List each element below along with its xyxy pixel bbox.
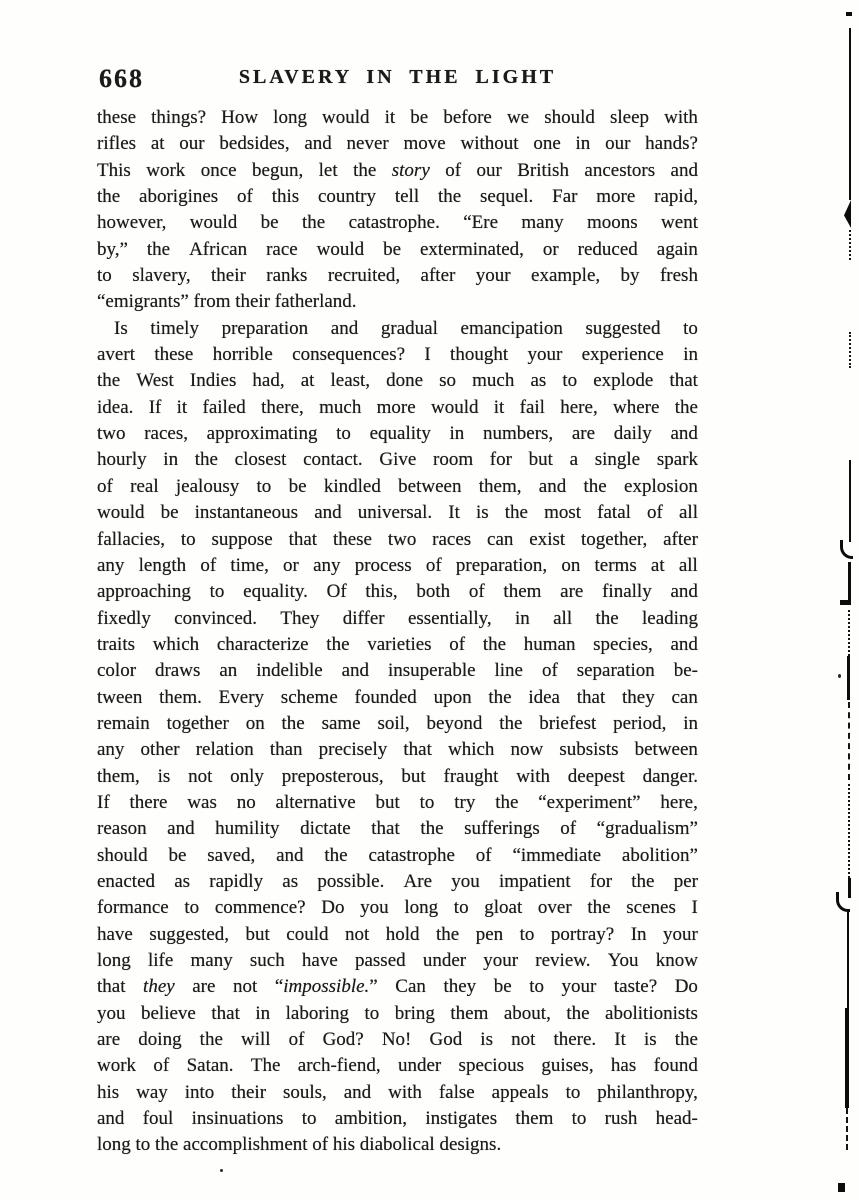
- text-line: his way into their souls, and with false appeals to philanthropy,: [97, 1081, 698, 1103]
- text-line: traits which characterize the varieties of the human species, and: [97, 633, 698, 655]
- text-line: work of Satan. The arch-fiend, under specious guises, has found: [97, 1055, 698, 1077]
- text-line: of real jealousy to be kindled between them, and the explosion: [97, 475, 698, 497]
- text-line: hourly in the closest contact. Give room for but a single spark: [97, 449, 698, 471]
- scan-artifact-line: [848, 702, 850, 780]
- scan-artifact-line: [849, 460, 851, 542]
- text-line: two races, approximating to equality in numbers, are daily and: [97, 423, 698, 445]
- scan-artifact-line: [848, 562, 851, 604]
- scan-artifact-line: [838, 1183, 845, 1192]
- scan-artifact-hook: [840, 540, 853, 559]
- scan-artifact-line: [846, 1108, 848, 1150]
- scan-artifact-line: [849, 230, 851, 260]
- scan-artifact-line: [846, 12, 852, 16]
- text-line: remain together on the same soil, beyond the briefest period, in: [97, 712, 698, 734]
- scan-artifact-hook: [836, 892, 850, 912]
- text-line: long to the accomplishment of his diabolical designs.: [97, 1134, 502, 1156]
- text-line: that they are not “impossible.” Can they be to your taste? Do: [97, 976, 698, 998]
- text-line: fixedly convinced. They differ essentially, in all the leading: [97, 607, 698, 629]
- text-line: This work once begun, let the story of our British ancestors and: [97, 159, 698, 181]
- text-line: the aborigines of this country tell the sequel. Far more rapid,: [97, 186, 698, 208]
- text-line: long life many such have passed under your review. You know: [97, 950, 698, 971]
- body-text: [97, 105, 698, 1159]
- text-line: to slavery, their ranks recruited, after your example, by fresh: [97, 265, 698, 287]
- scan-artifact-line: [847, 656, 850, 700]
- scan-artifact-line: [849, 28, 851, 200]
- text-line: approaching to equality. Of this, both of them are finally and: [97, 581, 698, 603]
- scan-artifact-speck: [220, 1169, 223, 1172]
- text-line: are doing the will of God? No! God is not there. It is the: [97, 1029, 698, 1051]
- text-line: enacted as rapidly as possible. Are you impatient for the per: [97, 870, 698, 892]
- page-number: 668: [99, 64, 144, 93]
- text-line: these things? How long would it be before we should sleep with: [97, 107, 698, 128]
- text-line: reason and humility dictate that the sufferings of “gradualism”: [97, 818, 698, 840]
- text-line: and foul insinuations to ambition, instigates them to rush head-: [97, 1108, 698, 1130]
- text-line: tween them. Every scheme founded upon the idea that they can: [97, 686, 698, 708]
- text-line: idea. If it failed there, much more would it fail here, where the: [97, 396, 698, 418]
- text-line: color draws an indelible and insuperable line of separation be-: [97, 660, 698, 682]
- text-line: should be saved, and the catastrophe of “immediate abolition”: [97, 844, 698, 866]
- scan-artifact-line: [848, 784, 850, 878]
- text-line: If there was no alternative but to try the “experiment” here,: [97, 791, 698, 813]
- running-header-title: SLAVERY IN THE LIGHT: [238, 66, 557, 88]
- scan-artifact-line: [849, 332, 851, 368]
- scan-artifact-line: [847, 912, 849, 1008]
- text-line: Is timely preparation and gradual emancipation suggested to: [114, 317, 698, 339]
- text-line: have suggested, but could not hold the pen to portray? In your: [97, 923, 698, 945]
- text-line: any other relation than precisely that which now subsists between: [97, 739, 698, 761]
- text-line: avert these horrible consequences? I thought your experience in: [97, 344, 698, 366]
- text-line: them, is not only preposterous, but fraught with deepest danger.: [97, 765, 698, 787]
- scan-artifact-speck: [838, 674, 841, 678]
- text-line: formance to commence? Do you long to gloat over the scenes I: [97, 897, 698, 919]
- text-line: any length of time, or any process of preparation, on terms at all: [97, 554, 698, 576]
- text-line: fallacies, to suppose that these two races can exist together, after: [97, 528, 698, 550]
- scan-artifact-line: [848, 610, 850, 656]
- scan-artifact-line: [845, 1008, 849, 1108]
- text-line: would be instantaneous and universal. It is the most fatal of all: [97, 502, 698, 524]
- text-line: the West Indies had, at least, done so much as to explode that: [97, 370, 698, 392]
- text-line: rifles at our bedsides, and never move without one in our hands?: [97, 133, 698, 155]
- text-line: by,” the African race would be exterminated, or reduced again: [97, 238, 698, 260]
- text-line: “emigrants” from their fatherland.: [97, 291, 357, 313]
- text-line: you believe that in laboring to bring them about, the abolitionists: [97, 1002, 698, 1024]
- scan-artifact-line: [840, 600, 851, 605]
- text-line: however, would be the catastrophe. “Ere many moons went: [97, 212, 698, 234]
- scan-artifact-line: [844, 200, 851, 228]
